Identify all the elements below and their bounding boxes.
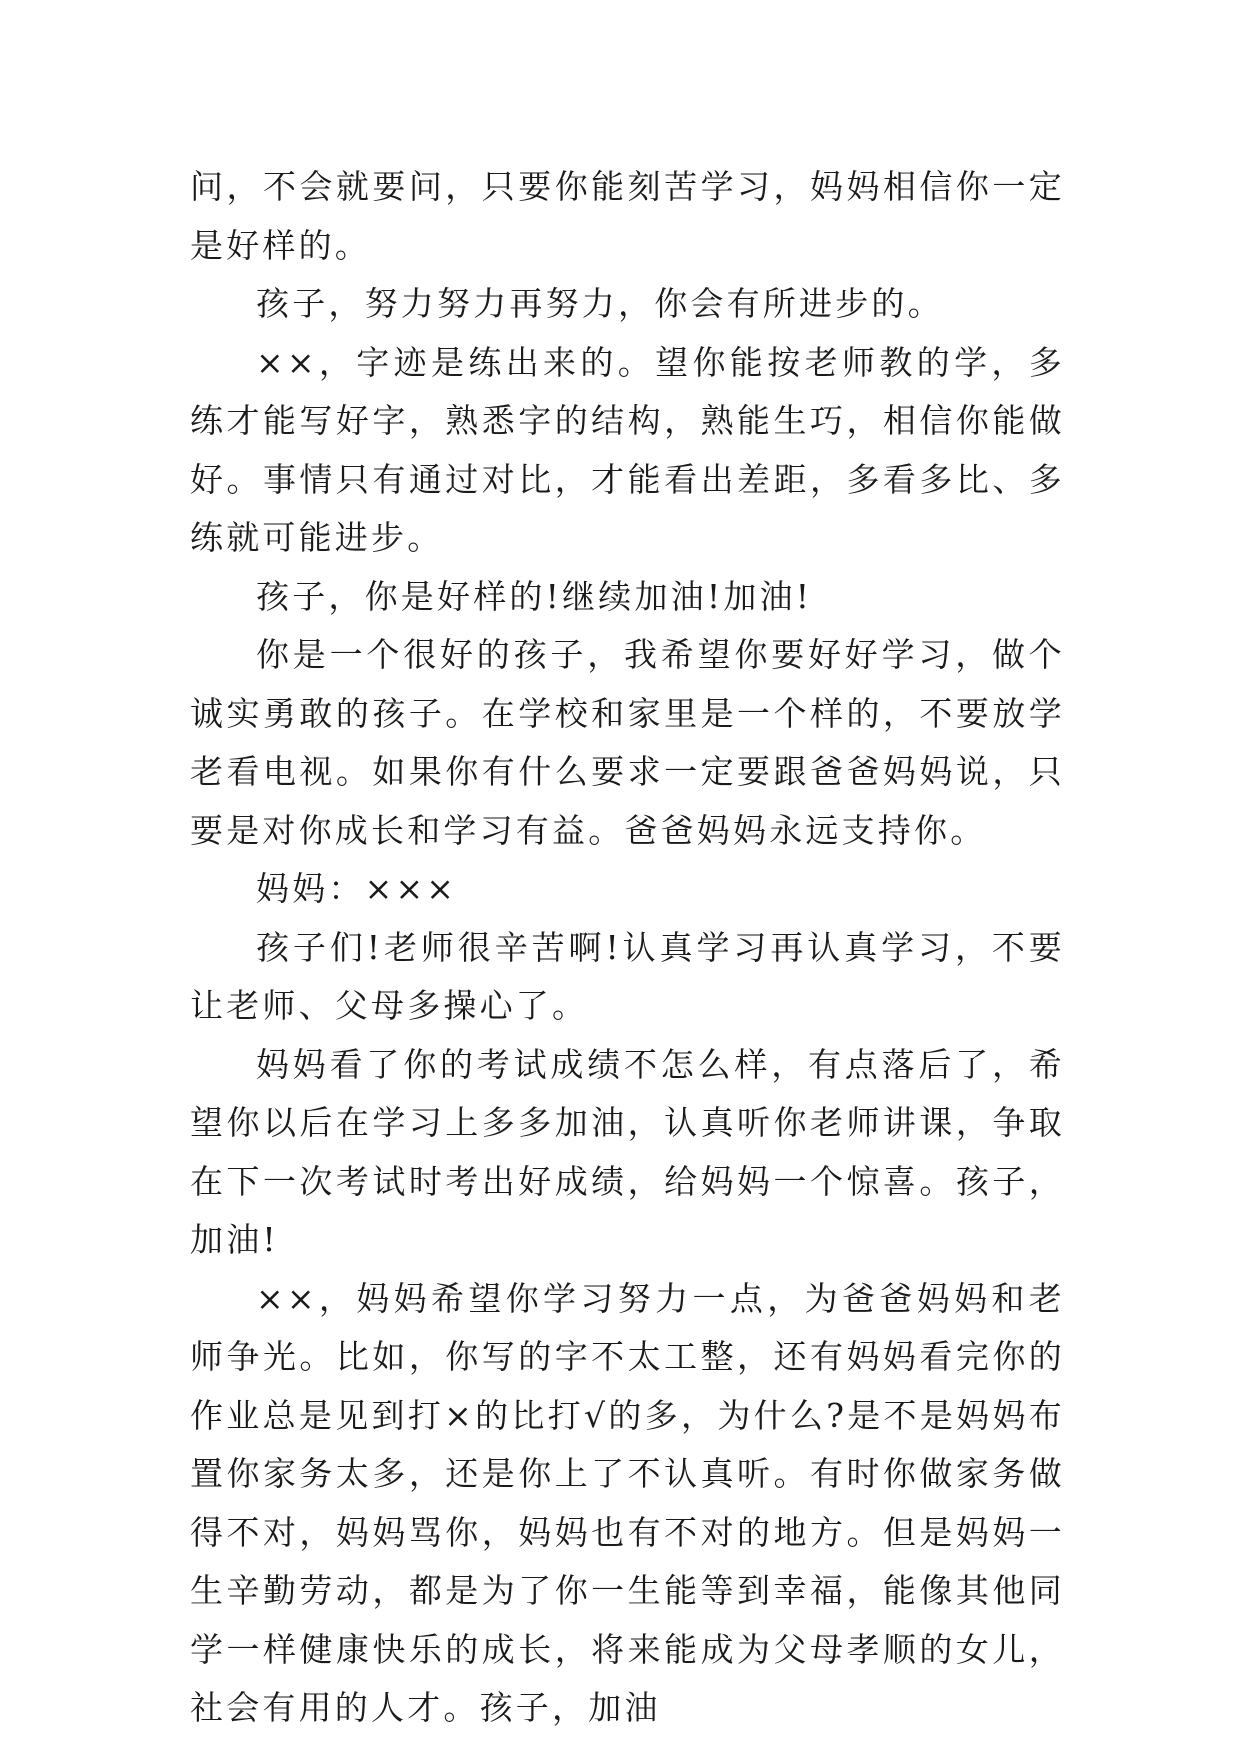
- document-body: [190, 158, 1065, 1738]
- paragraph-4: 孩子，你是好样的!继续加油!加油!: [256, 576, 813, 616]
- paragraph-9: ××，妈妈希望你学习努力一点，为爸爸妈妈和老师争光。比如，你写的字不太工整，还有妈妈看完你的作业总是见到打×的比打√的多，为什么?是不是妈妈布置你家务太多，还是你上了不认真听。有时你做家务做得不对，妈妈骂你，妈妈也有不对的地方。但是妈妈一生辛勤劳动，都是为了你一生能等到幸福，能像其他同学一样健康快乐的成长，将来能成为父母孝顺的女儿，社会有用的人才。孩子，加油: [190, 1278, 1065, 1727]
- paragraph-5: 你是一个很好的孩子，我希望你要好好学习，做个诚实勇敢的孩子。在学校和家里是一个样的，不要放学老看电视。如果你有什么要求一定要跟爸爸妈妈说，只要是对你成长和学习有益。爸爸妈妈永远支持你。: [190, 635, 1065, 850]
- paragraph-2: 孩子，努力努力再努力，你会有所进步的。: [256, 284, 944, 323]
- paragraph-3: ××，字迹是练出来的。望你能按老师教的学，多练才能写好字，熟悉字的结构，熟能生巧，相信你能做好。事情只有通过对比，才能看出差距，多看多比、多练就可能进步。: [190, 342, 1065, 557]
- paragraph-8: 妈妈看了你的考试成绩不怎么样，有点落后了，希望你以后在学习上多多加油，认真听你老师讲课，争取在下一次考试时考出好成绩，给妈妈一个惊喜。孩子，加油!: [190, 1044, 1065, 1259]
- paragraph-6-signature: 妈妈：×××: [256, 869, 458, 908]
- paragraph-1: 问，不会就要问，只要你能刻苦学习，妈妈相信你一定是好样的。: [190, 167, 1065, 265]
- paragraph-7: 孩子们!老师很辛苦啊!认真学习再认真学习，不要让老师、父母多操心了。: [190, 927, 1065, 1025]
